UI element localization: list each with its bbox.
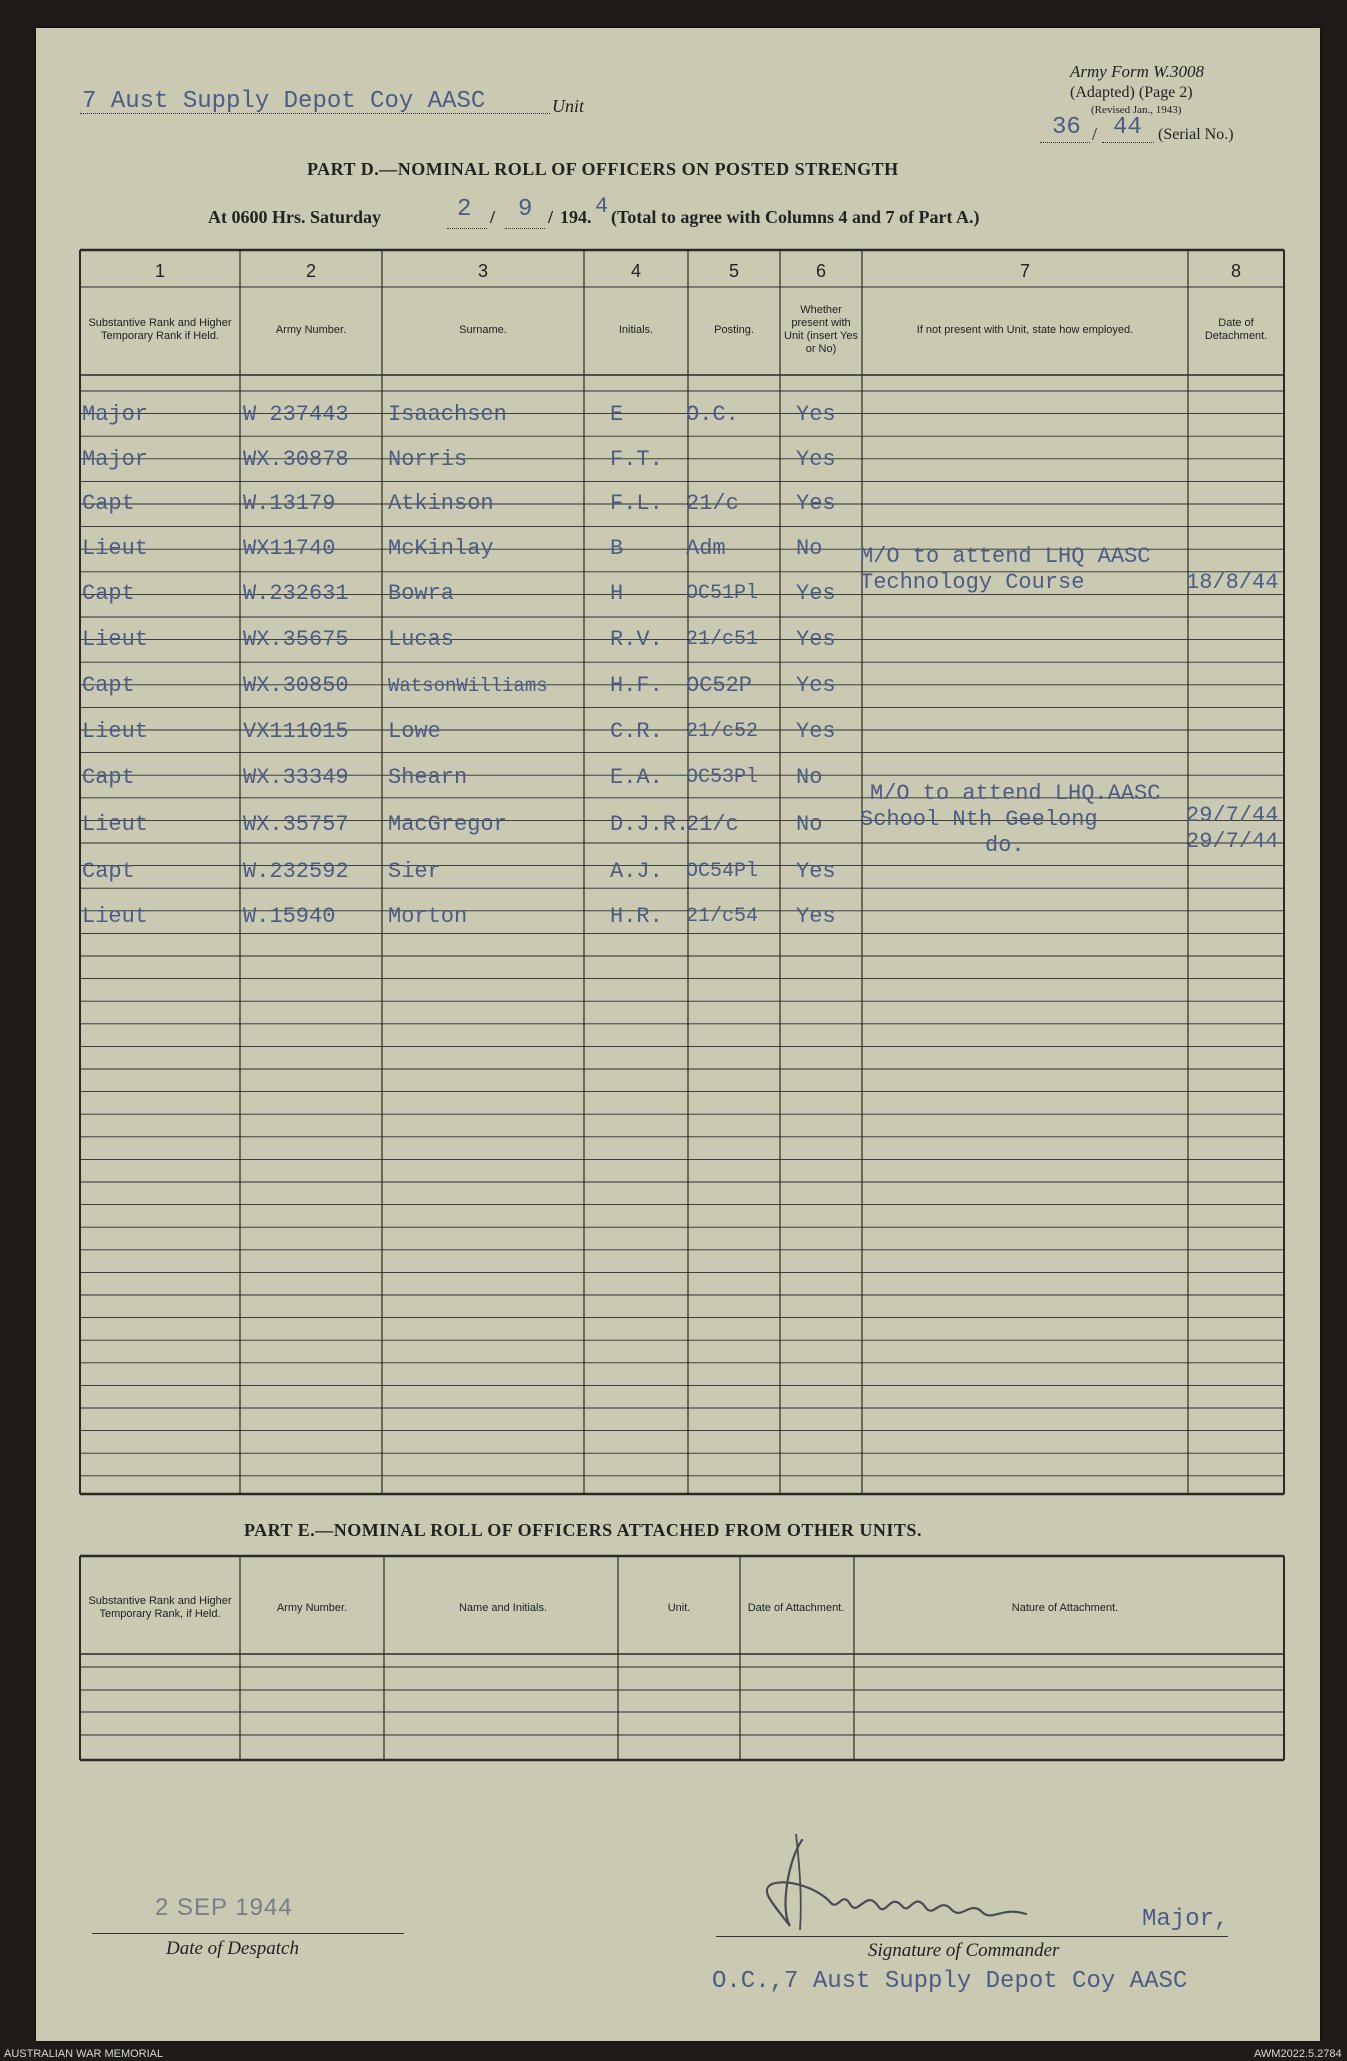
date-year-prefix: 194. xyxy=(560,207,592,227)
signature-line xyxy=(716,1936,1228,1937)
major-rank: Major, xyxy=(1142,1906,1229,1933)
cell-surname: Atkinson xyxy=(388,491,494,516)
despatch-stamp: 2 SEP 1944 xyxy=(155,1894,293,1921)
cell-rank: Capt xyxy=(82,491,135,516)
cell-army-number: W.13179 xyxy=(243,491,336,516)
cell-rank: Major xyxy=(82,402,149,427)
cell-present: Yes xyxy=(796,581,836,606)
form-revised: (Revised Jan., 1943) xyxy=(1091,104,1182,116)
cell-army-number: W 237443 xyxy=(243,402,349,427)
e-header-rank: Substantive Rank and Higher Temporary Rank, if Held. xyxy=(88,1595,232,1620)
part-d-title: PART D.—NOMINAL ROLL OF OFFICERS ON POSTED STRENGTH xyxy=(307,159,899,179)
col-num-8: 8 xyxy=(1230,261,1241,281)
col-header-rank: Substantive Rank and Higher Temporary Rank if Held. xyxy=(88,317,232,342)
cell-rank: Lieut xyxy=(82,812,149,837)
commander-signature xyxy=(730,1830,1130,1940)
cell-initials: D.J.R. xyxy=(610,812,690,837)
serial-a: 36 xyxy=(1052,114,1081,141)
cell-rank: Capt xyxy=(82,581,135,606)
col-num-5: 5 xyxy=(728,261,739,281)
cell-present: Yes xyxy=(796,859,836,884)
serial-sep: / xyxy=(1092,124,1098,144)
cell-posting: 21/c xyxy=(686,812,739,837)
cell-present: Yes xyxy=(796,627,836,652)
e-header-number: Army Number. xyxy=(276,1601,348,1614)
cell-army-number: W.232592 xyxy=(243,859,349,884)
date-sep2: / xyxy=(548,207,554,227)
col-num-3: 3 xyxy=(477,261,488,281)
col-header-posting: Posting. xyxy=(714,323,754,336)
cell-army-number: VX111015 xyxy=(243,719,349,744)
col-num-4: 4 xyxy=(630,261,641,281)
cell-initials: H.F. xyxy=(610,673,663,698)
cell-rank: Major xyxy=(82,447,149,472)
cell-army-number: WX11740 xyxy=(243,536,336,561)
col-header-present: Whether present with Unit (insert Yes or No) xyxy=(784,304,858,355)
col-header-number: Army Number. xyxy=(275,323,347,336)
date-year-digit: 4 xyxy=(595,194,609,219)
col-header-initials: Initials. xyxy=(618,323,654,336)
form-number: Army Form W.3008 xyxy=(1070,62,1204,81)
col-header-surname: Surname. xyxy=(459,323,507,336)
cell-initials: E xyxy=(610,402,624,427)
cell-army-number: WX.33349 xyxy=(243,765,349,790)
col-num-2: 2 xyxy=(305,261,316,281)
cell-initials: H.R. xyxy=(610,904,663,929)
cell-posting: OC53Pl xyxy=(686,766,759,789)
signature-label: Signature of Commander xyxy=(868,1940,1060,1961)
cell-surname: Sier xyxy=(388,859,441,884)
cell-posting: 21/c xyxy=(686,491,739,516)
cell-rank: Capt xyxy=(82,765,135,790)
archive-credit: AUSTRALIAN WAR MEMORIAL xyxy=(4,2048,164,2060)
cell-rank: Lieut xyxy=(82,904,149,929)
note-date: 29/7/44 xyxy=(1186,803,1279,828)
col-header-how-employed: If not present with Unit, state how employed. xyxy=(916,323,1134,336)
col-header-date-detach: Date of Detachment. xyxy=(1204,317,1268,342)
e-header-unit: Unit. xyxy=(667,1601,691,1614)
cell-surname: Bowra xyxy=(388,581,455,606)
e-header-name: Name and Initials. xyxy=(458,1601,548,1614)
cell-present: No xyxy=(796,812,823,837)
date-month: 9 xyxy=(518,196,533,223)
e-header-date: Date of Attachment. xyxy=(747,1601,845,1614)
cell-posting: OC51Pl xyxy=(686,582,759,605)
note-date: 29/7/44 xyxy=(1186,829,1279,854)
note-line: M/O to attend LHQ.AASC xyxy=(870,781,1161,806)
cell-initials: C.R. xyxy=(610,719,663,744)
cell-initials: A.J. xyxy=(610,859,663,884)
cell-surname: MacGregor xyxy=(388,812,507,837)
unit-name: 7 Aust Supply Depot Coy AASC xyxy=(82,88,486,115)
note-line: M/O to attend LHQ AASC xyxy=(860,544,1151,569)
cell-present: No xyxy=(796,765,823,790)
cell-army-number: W.232631 xyxy=(243,581,349,606)
serial-label: (Serial No.) xyxy=(1158,126,1234,143)
date-prefix: At 0600 Hrs. Saturday xyxy=(208,207,382,227)
cell-posting: O.C. xyxy=(686,402,739,427)
cell-surname: Lowe xyxy=(388,719,441,744)
cell-posting: 21/c54 xyxy=(686,905,759,928)
cell-initials: H xyxy=(610,581,624,606)
cell-rank: Lieut xyxy=(82,536,149,561)
cell-surname: WatsonWilliams xyxy=(388,675,548,697)
cell-present: Yes xyxy=(796,719,836,744)
date-suffix: (Total to agree with Columns 4 and 7 of Part A.) xyxy=(611,207,980,227)
col-num-7: 7 xyxy=(1019,261,1030,281)
cell-posting: 21/c51 xyxy=(686,628,759,651)
col-num-1: 1 xyxy=(154,261,165,281)
cell-rank: Capt xyxy=(82,859,135,884)
archive-ref: AWM2022.5.2784 xyxy=(1254,2048,1342,2060)
cell-posting: Adm xyxy=(686,536,726,561)
cell-present: Yes xyxy=(796,673,836,698)
note-line: do. xyxy=(985,833,1025,858)
cell-present: Yes xyxy=(796,904,836,929)
cell-army-number: WX.30850 xyxy=(243,673,349,698)
part-e-title: PART E.—NOMINAL ROLL OF OFFICERS ATTACHED FROM OTHER UNITS. xyxy=(244,1520,922,1540)
cell-posting: OC52P xyxy=(686,673,753,698)
cell-surname: Lucas xyxy=(388,627,455,652)
oc-line: O.C.,7 Aust Supply Depot Coy AASC xyxy=(712,1968,1188,1995)
cell-rank: Capt xyxy=(82,673,135,698)
cell-surname: Shearn xyxy=(388,765,468,790)
cell-rank: Lieut xyxy=(82,627,149,652)
despatch-line xyxy=(92,1933,404,1934)
cell-army-number: WX.30878 xyxy=(243,447,349,472)
cell-army-number: WX.35675 xyxy=(243,627,349,652)
cell-army-number: W.15940 xyxy=(243,904,336,929)
cell-present: Yes xyxy=(796,491,836,516)
note-line: Technology Course xyxy=(860,570,1085,595)
col-num-6: 6 xyxy=(815,261,826,281)
cell-army-number: WX.35757 xyxy=(243,812,349,837)
cell-surname: Morton xyxy=(388,904,468,929)
note-date: 18/8/44 xyxy=(1186,570,1279,595)
note-line: School Nth Geelong xyxy=(860,807,1098,832)
cell-present: No xyxy=(796,536,823,561)
despatch-label: Date of Despatch xyxy=(166,1938,299,1959)
cell-initials: F.L. xyxy=(610,491,663,516)
cell-initials: R.V. xyxy=(610,627,663,652)
cell-posting: 21/c52 xyxy=(686,720,759,743)
date-sep1: / xyxy=(490,207,496,227)
unit-label: Unit xyxy=(552,96,585,116)
cell-initials: F.T. xyxy=(610,447,663,472)
cell-present: Yes xyxy=(796,447,836,472)
e-header-nature: Nature of Attachment. xyxy=(1011,1601,1119,1614)
cell-surname: McKinlay xyxy=(388,536,494,561)
cell-initials: E.A. xyxy=(610,765,663,790)
serial-b: 44 xyxy=(1113,114,1142,141)
form-adapted: (Adapted) (Page 2) xyxy=(1070,84,1193,101)
cell-surname: Norris xyxy=(388,447,468,472)
cell-initials: B xyxy=(610,536,624,561)
cell-posting: OC54Pl xyxy=(686,860,759,883)
cell-rank: Lieut xyxy=(82,719,149,744)
cell-surname: Isaachsen xyxy=(388,402,507,427)
date-day: 2 xyxy=(457,196,472,223)
cell-present: Yes xyxy=(796,402,836,427)
